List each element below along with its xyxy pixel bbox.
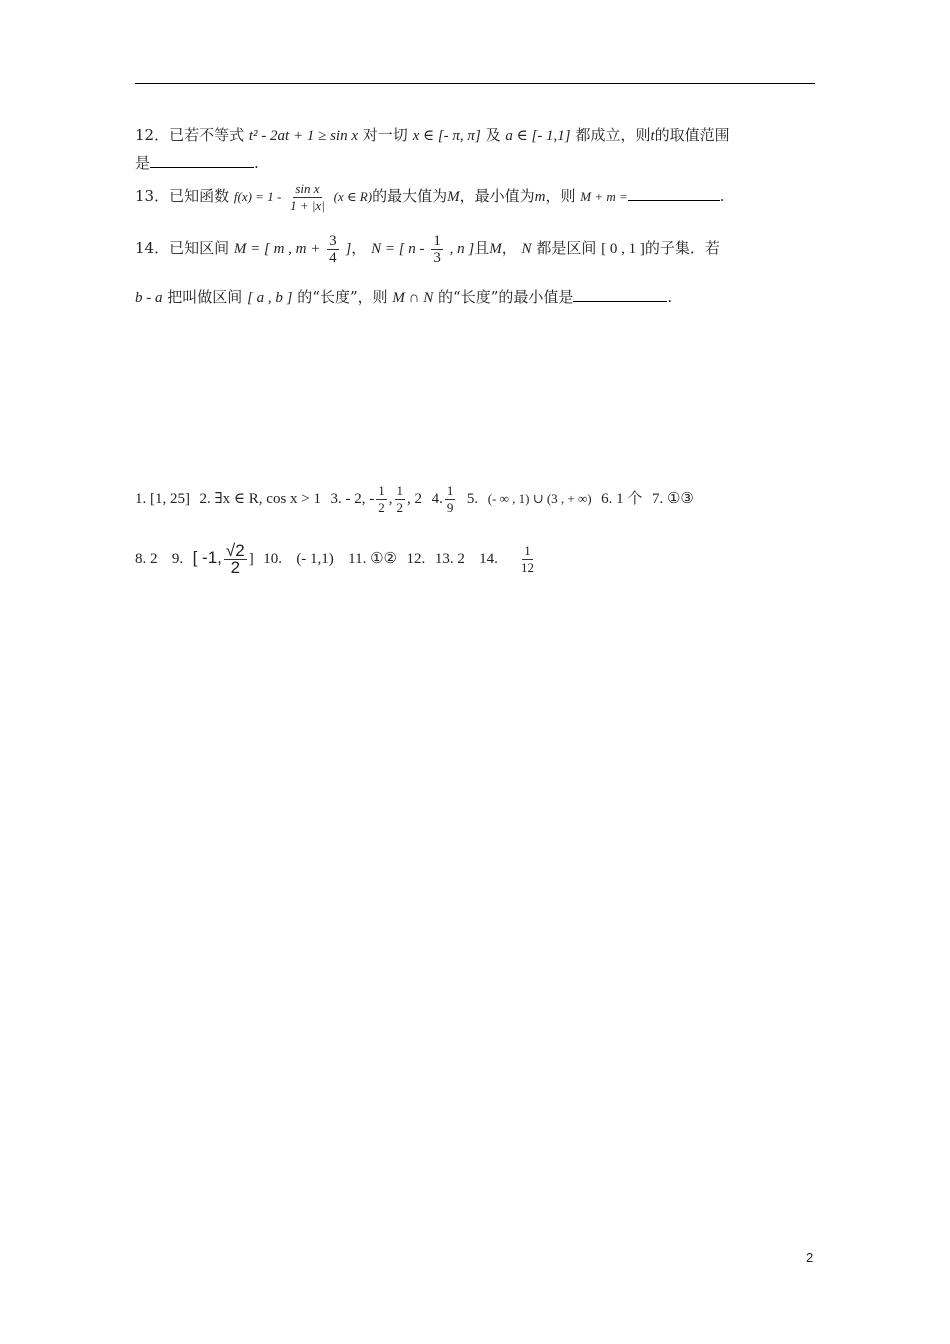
text: 对一切	[362, 126, 408, 144]
answer-blank	[573, 287, 667, 302]
question-number: 12．	[135, 126, 170, 144]
text: 都成立，则	[575, 126, 651, 144]
answer-9-left: [ -1,	[192, 548, 222, 567]
math-t: t	[650, 128, 655, 144]
answer-5-value: (- ∞ , 1) ∪ (3 , + ∞)	[487, 491, 592, 506]
math-m: m	[534, 189, 546, 205]
answers-row-1	[135, 478, 694, 519]
fraction	[288, 181, 327, 214]
answer-2: 2. ∃x ∈ R, cos x > 1	[199, 491, 321, 507]
text: 的“长度”，则	[297, 288, 388, 306]
answer-11: 11. ①②	[348, 551, 397, 567]
text: 把叫做区间	[167, 288, 243, 306]
math-x-range: x ∈ [- π, π]	[412, 128, 481, 144]
fraction	[519, 543, 536, 576]
text: 是	[135, 154, 151, 172]
fraction-numerator: sin x	[295, 180, 320, 196]
fraction-numerator: 1	[524, 542, 531, 558]
fraction-denominator: 2	[378, 499, 385, 515]
math-N: N	[521, 241, 532, 257]
math-bracket: ]	[345, 241, 352, 257]
question-13	[135, 178, 725, 215]
period: .	[719, 187, 725, 205]
fraction-denominator: 9	[446, 499, 454, 515]
answer-3: 3. - 2, -	[330, 491, 375, 507]
text: ，	[501, 239, 517, 257]
header-rule	[135, 83, 815, 84]
answer-12: 12.	[406, 551, 426, 567]
text: ，则	[545, 187, 576, 205]
question-14-line2	[135, 286, 672, 309]
fraction	[445, 483, 456, 516]
text: 的子集．若	[644, 239, 720, 257]
answers-row-2	[135, 536, 538, 581]
fraction-numerator: 1	[433, 232, 441, 249]
text: 已知区间	[169, 239, 230, 257]
math-length: b - a	[135, 290, 163, 306]
page-number: 2	[806, 1250, 814, 1265]
fraction-denominator: 1 + |x|	[290, 197, 325, 213]
period: .	[254, 154, 259, 172]
fraction-numerator: 1	[378, 482, 385, 498]
fraction	[395, 483, 406, 516]
fraction-numerator: √2	[225, 540, 245, 560]
answer-6: 6. 1 个	[601, 491, 643, 507]
fraction	[376, 483, 387, 516]
fraction	[431, 233, 443, 266]
text: 已若不等式	[169, 126, 245, 144]
separator: ,	[388, 491, 393, 507]
answer-4: 4.	[431, 491, 443, 507]
math-ab-interval: [ a , b ]	[247, 290, 293, 306]
math-intersection: M ∩ N	[392, 290, 434, 306]
fraction	[327, 233, 339, 266]
text: ，最小值为	[459, 187, 535, 205]
answer-8: 8. 2	[135, 551, 158, 567]
answer-9-right: ]	[248, 551, 254, 567]
answer-13: 13. 2	[434, 551, 465, 567]
fraction-denominator: 2	[230, 557, 241, 577]
math-bracket: , n ]	[449, 241, 475, 257]
math-M: M	[447, 189, 460, 205]
math-N-interval: N = [ n -	[371, 241, 425, 257]
question-12-line1	[135, 124, 730, 147]
question-12-line2	[135, 152, 259, 174]
question-14-line1	[135, 228, 720, 269]
text: 的取值范围	[654, 126, 730, 144]
math-function: f(x) = 1 -	[233, 189, 282, 204]
math-domain: (x ∈ R)	[333, 189, 373, 204]
answer-1: 1. [1, 25]	[135, 491, 190, 507]
question-number: 13．	[135, 187, 170, 205]
text: 且	[474, 239, 490, 257]
text: 的“长度”的最小值是	[438, 288, 574, 306]
fraction-denominator: 12	[520, 559, 534, 575]
answer-blank	[628, 186, 720, 201]
fraction-denominator: 2	[396, 499, 404, 515]
text: 的最大值为	[372, 187, 448, 205]
fraction-numerator: 1	[446, 482, 454, 498]
answer-10-value: (- 1,1)	[296, 551, 334, 567]
answer-3-end: , 2	[407, 491, 423, 507]
question-number: 14．	[135, 239, 170, 257]
answer-9: 9.	[171, 551, 184, 567]
math-unit-interval: [ 0 , 1 ]	[601, 241, 645, 257]
period: .	[667, 288, 673, 306]
answer-14: 14.	[479, 551, 498, 567]
text: 都是区间	[536, 239, 597, 257]
math-M-interval: M = [ m , m +	[233, 241, 321, 257]
fraction-numerator: 1	[396, 482, 404, 498]
text: 已知函数	[169, 187, 230, 205]
fraction-denominator: 3	[433, 249, 441, 266]
text: 及	[485, 126, 501, 144]
math-M: M	[489, 241, 502, 257]
fraction-denominator: 4	[329, 249, 337, 266]
text: ，	[351, 239, 367, 257]
answer-5: 5.	[466, 491, 479, 507]
math-a-range: a ∈ [- 1,1]	[505, 128, 571, 144]
fraction-numerator: 3	[329, 232, 337, 249]
fraction	[224, 540, 247, 577]
math-sum: M + m =	[580, 189, 628, 204]
answer-10: 10.	[263, 551, 282, 567]
answer-7: 7. ①③	[651, 491, 694, 507]
answer-blank	[150, 153, 254, 168]
math-inequality: t² - 2at + 1 ≥ sin x	[248, 128, 358, 144]
